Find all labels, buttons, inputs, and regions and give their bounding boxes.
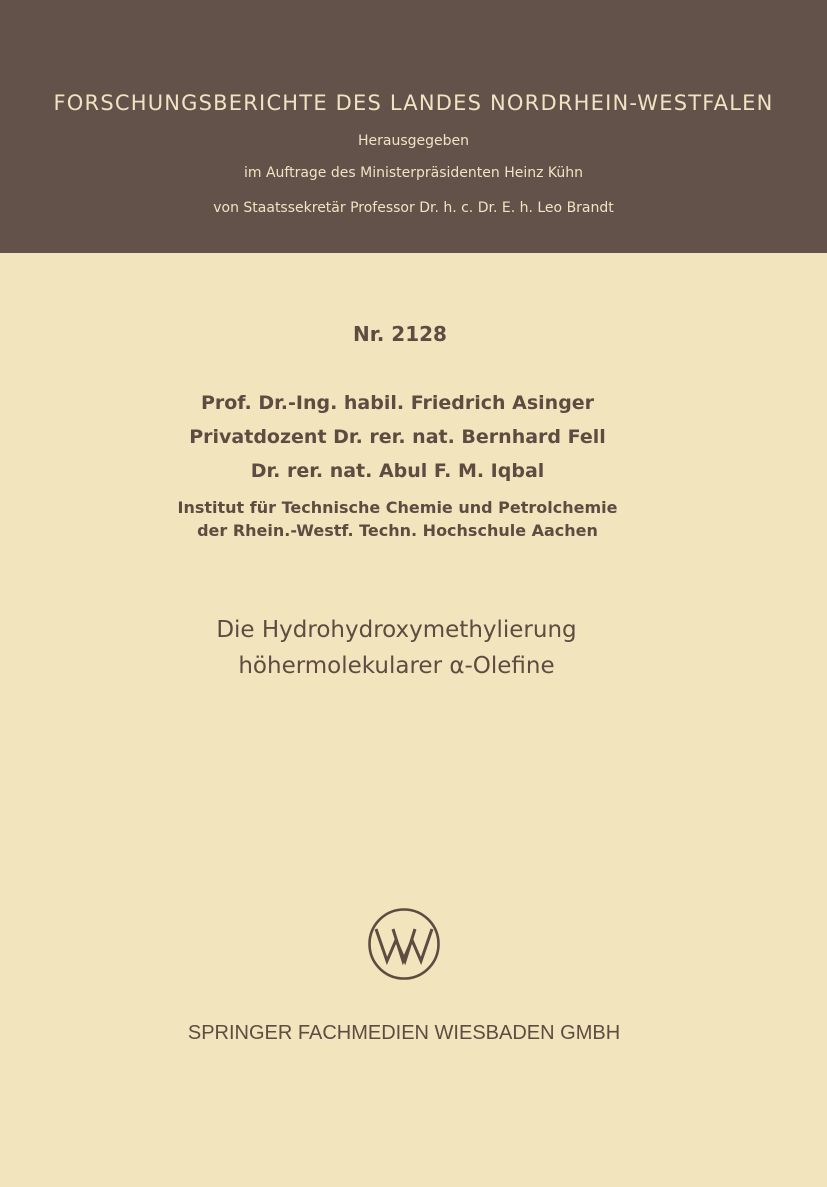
editor-credit-line-1: Herausgegeben bbox=[357, 133, 469, 149]
editor-credit-line-2: im Auftrage des Ministerpräsidenten Heinz Kühn bbox=[243, 165, 584, 181]
series-header-band bbox=[0, 0, 827, 253]
author-3: Dr. rer. nat. Abul F. M. Iqbal bbox=[250, 460, 545, 482]
institute-line-1: Institut für Technische Chemie und Petrolchemie bbox=[177, 498, 618, 517]
series-title: FORSCHUNGSBERICHTE DES LANDES NORDRHEIN-WESTFALEN bbox=[53, 91, 774, 115]
report-number: Nr. 2128 bbox=[353, 322, 447, 346]
title-line-2: höhermolekularer α-Olefine bbox=[238, 653, 555, 679]
author-list bbox=[0, 386, 795, 488]
institute-line-2: der Rhein.-Westf. Techn. Hochschule Aachen bbox=[197, 521, 598, 540]
publisher-name: SPRINGER FACHMEDIEN WIESBADEN GMBH bbox=[187, 1022, 621, 1044]
author-1: Prof. Dr.-Ing. habil. Friedrich Asinger bbox=[200, 392, 595, 414]
institute-affiliation bbox=[0, 496, 795, 542]
title-line-1: Die Hydrohydroxymethylierung bbox=[216, 617, 577, 643]
publisher-logo-icon bbox=[367, 907, 441, 981]
editor-credit-line-3: von Staatssekretär Professor Dr. h. c. Dr. E. h. Leo Brandt bbox=[213, 200, 614, 216]
author-2: Privatdozent Dr. rer. nat. Bernhard Fell bbox=[189, 426, 606, 448]
report-title bbox=[0, 612, 793, 684]
